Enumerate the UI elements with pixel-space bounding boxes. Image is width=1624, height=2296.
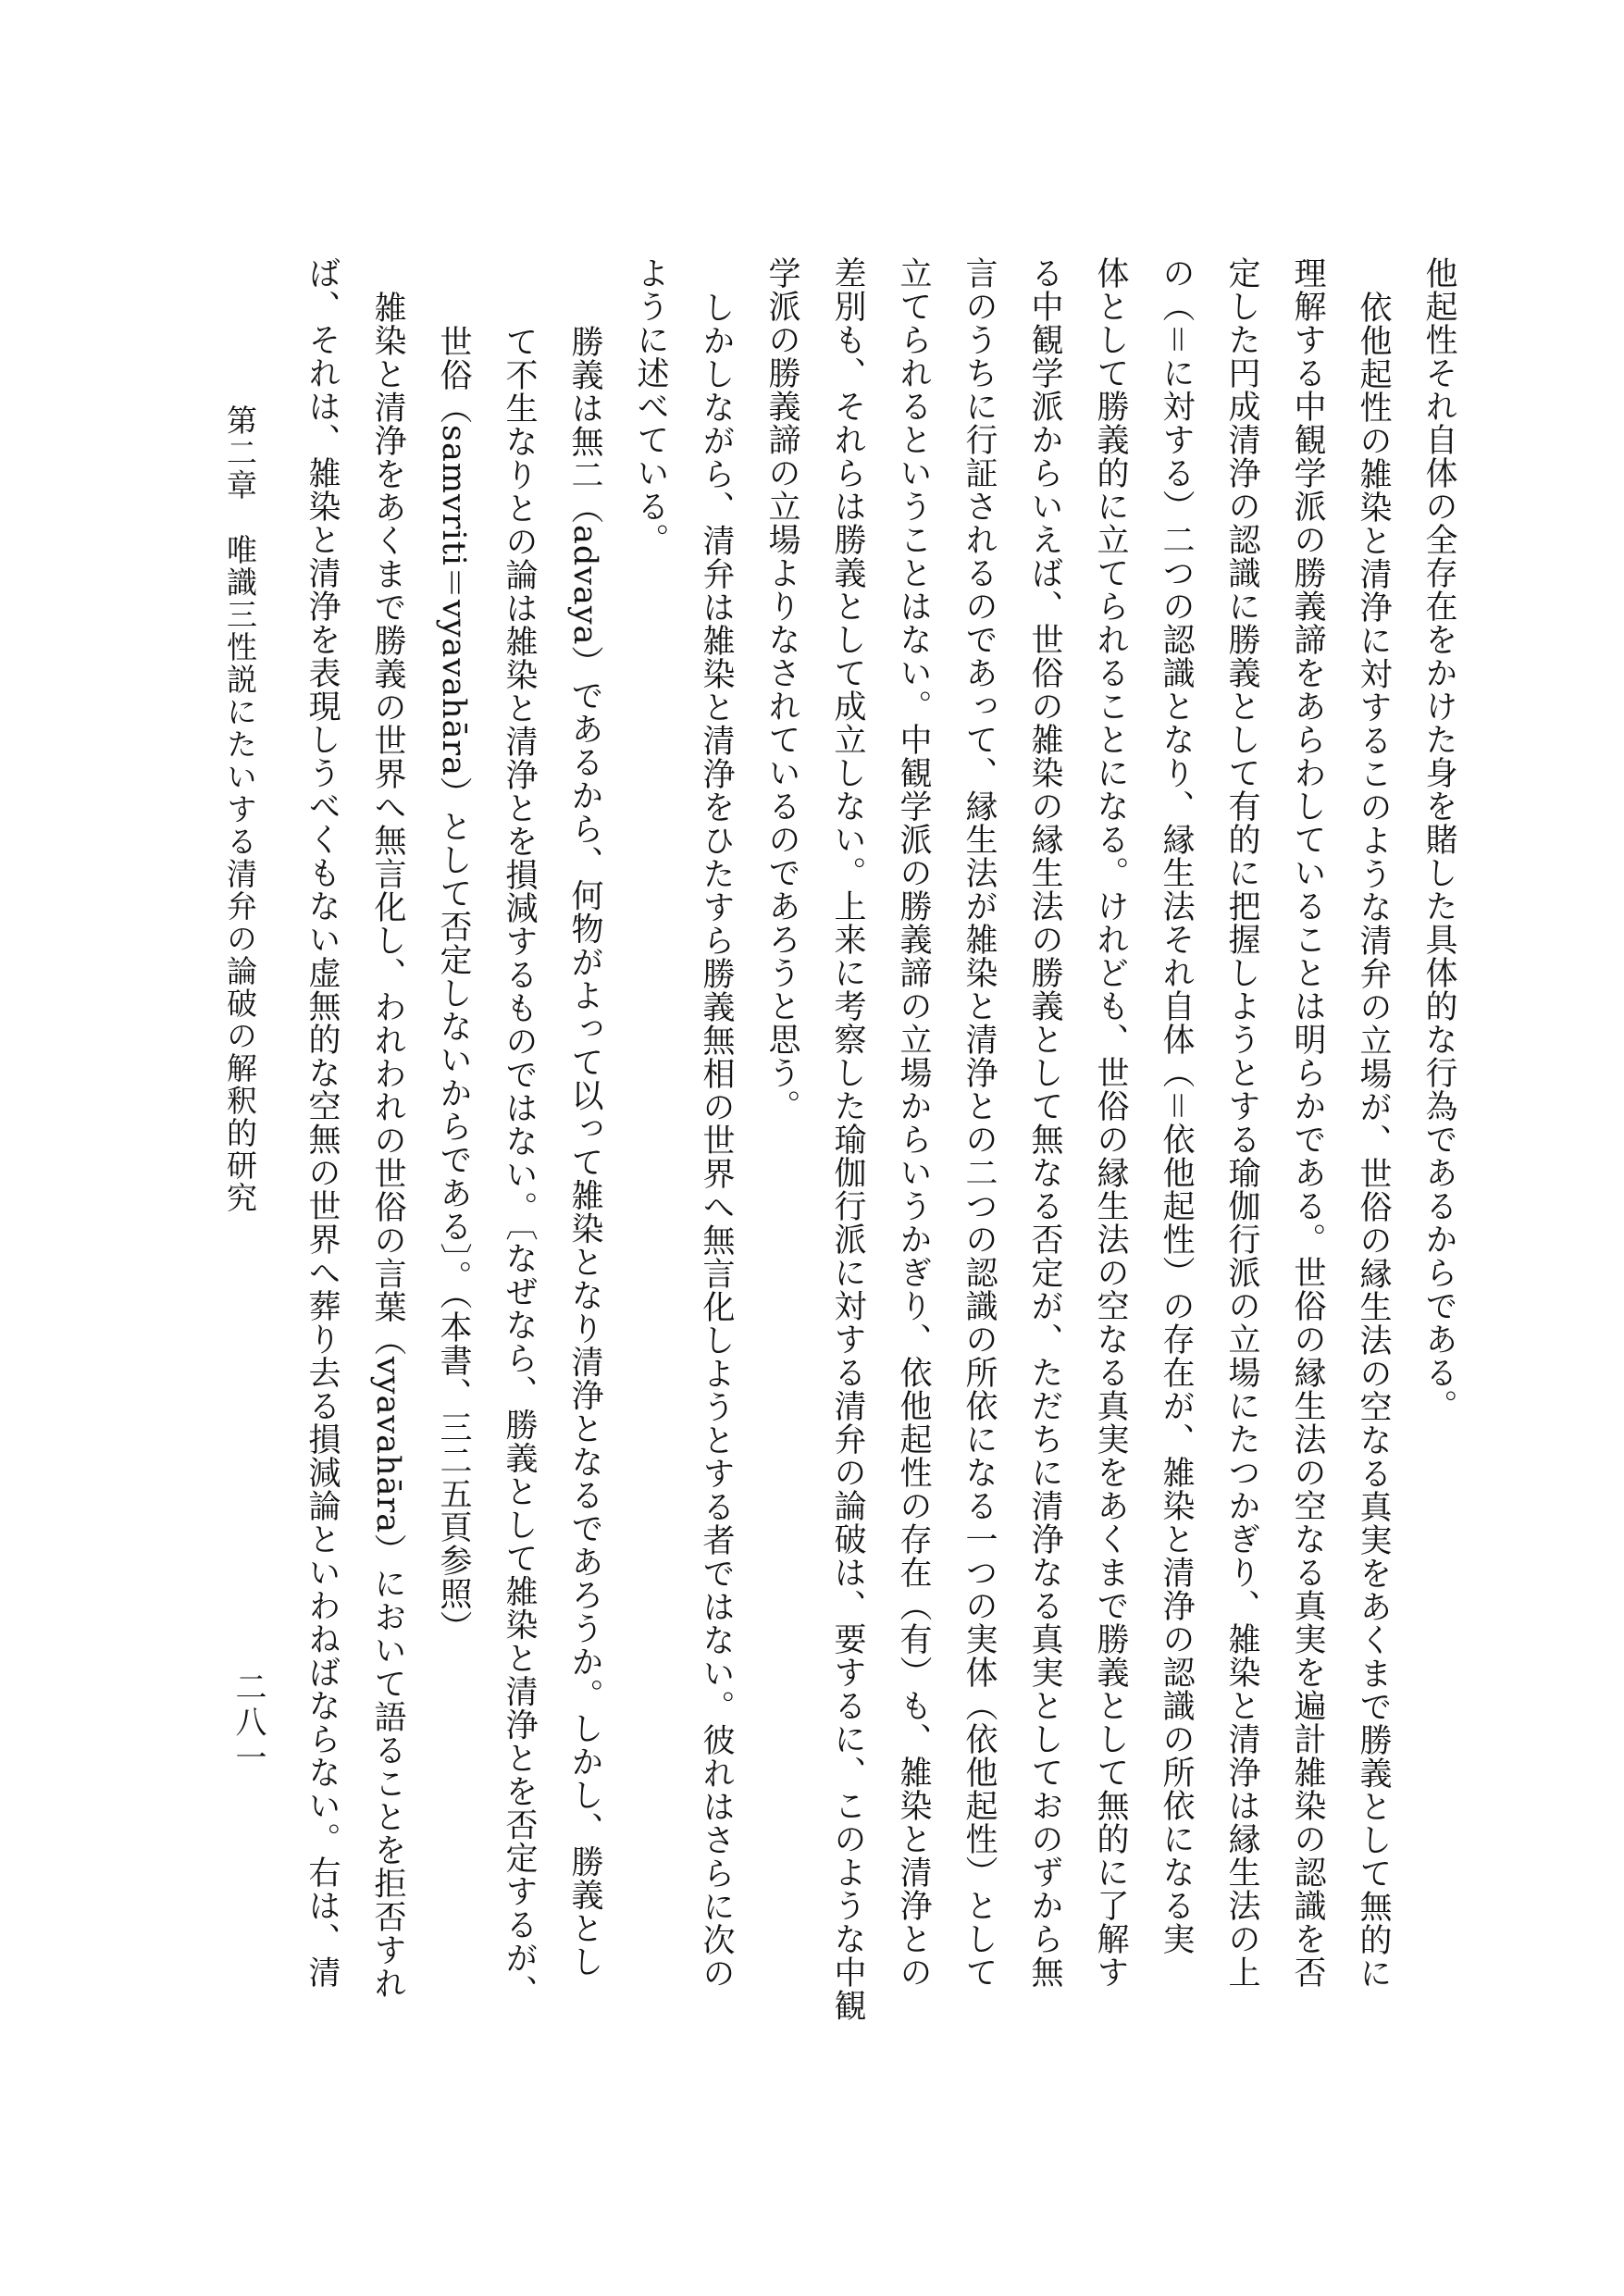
quote-line: 世俗（samvriti＝vyavahāra）として否定しないからである〕。（本書、三二五頁参照） bbox=[435, 325, 472, 1644]
text-line: しかしながら、清弁は雑染と清浄をひたすら勝義無相の世界へ無言化しようとする者ではない。彼れはさらに次の bbox=[698, 291, 735, 1990]
text-line: 定した円成清浄の認識に勝義として有的に把握しようとする瑜伽行派の立場にたつかぎり、雑染と清浄は縁生法の上 bbox=[1223, 256, 1260, 1989]
text-line: の（＝に対する）二つの認識となり、縁生法それ自体（＝依他起性）の存在が、雑染と清浄の認識の所依になる実 bbox=[1158, 256, 1195, 1956]
text-line: 雑染と清浄をあくまで勝義の世界へ無言化し、われわれの世俗の言葉（vyavahāra）において語ることを拒否すれ bbox=[369, 291, 406, 2001]
text-line: 理解する中観学派の勝義諦をあらわしていることは明らかである。世俗の縁生法の空なる真実を遍計雑染の認識を否 bbox=[1289, 256, 1326, 1989]
text-line: 立てられるということはない。中観学派の勝義諦の立場からいうかぎり、依他起性の存在（有）も、雑染と清浄との bbox=[895, 256, 932, 1989]
text-line: ば、それは、雑染と清浄を表現しうべくもない虚無的な空無の世界へ葬り去る損減論といわねばならない。右は、清 bbox=[304, 256, 341, 1989]
text-line: る中観学派からいえば、世俗の雑染の縁生法の勝義として無なる否定が、ただちに清浄なる真実としておのずから無 bbox=[1026, 256, 1063, 1989]
page-number: 二八一 bbox=[229, 1670, 267, 1776]
text-line: 体として勝義的に立てられることになる。けれども、世俗の縁生法の空なる真実をあくまで勝義として無的に了解す bbox=[1092, 256, 1129, 1989]
quote-line: て不生なりとの論は雑染と清浄とを損減するものではない。〔なぜなら、勝義として雑染と清浄とを否定するが、 bbox=[501, 325, 538, 2008]
text-line: 他起性それ自体の全存在をかけた身を賭した具体的な行為であるからである。 bbox=[1420, 256, 1457, 1422]
running-title: 第二章 唯識三性説にたいする清弁の論破の解釈的研究 bbox=[222, 404, 258, 1214]
body-text bbox=[287, 256, 1471, 2056]
text-line: ように述べている。 bbox=[632, 256, 669, 556]
text-line: 差別も、それらは勝義として成立しない。上来に考察した瑜伽行派に対する清弁の論破は、要するに、このような中観 bbox=[829, 256, 866, 2022]
text-line: 学派の勝義諦の立場よりなされているのであろうと思う。 bbox=[763, 256, 800, 1123]
text-line: 依他起性の雑染と清浄に対するこのような清弁の立場が、世俗の縁生法の空なる真実をあくまで勝義として無的に bbox=[1355, 291, 1392, 1990]
quote-line: 勝義は無二（advaya）であるから、何物がよって以って雑染となり清浄となるであろうか。しかし、勝義とし bbox=[566, 325, 603, 1979]
text-line: 言のうちに行証されるのであって、縁生法が雑染と清浄との二つの認識の所依になる一つの実体（依他起性）として bbox=[961, 256, 998, 1989]
